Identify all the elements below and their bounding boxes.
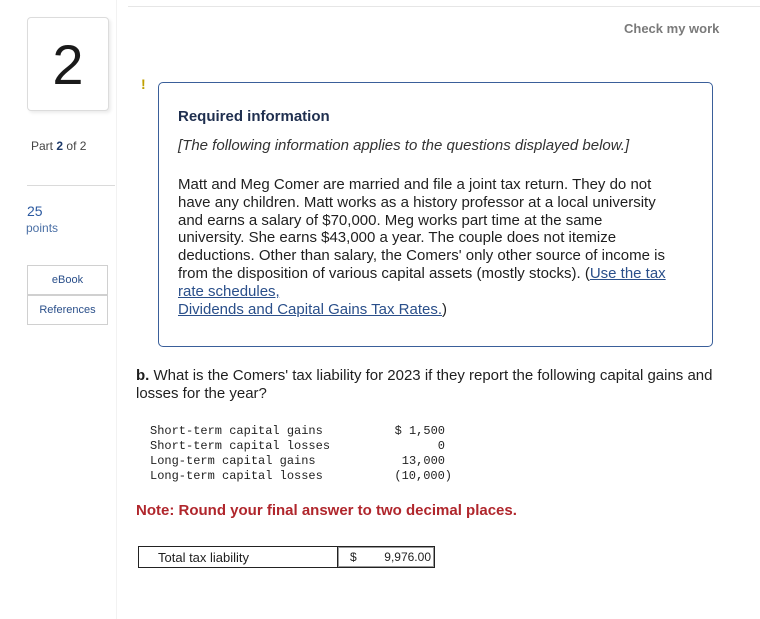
table-row xyxy=(150,424,450,439)
required-information-title: Required information xyxy=(178,108,330,125)
row-value: (10,000) xyxy=(394,469,452,483)
rounding-note: Note: Round your final answer to two decimal places. xyxy=(136,502,517,519)
total-tax-liability-label: Total tax liability xyxy=(138,546,337,568)
part-prefix: Part xyxy=(31,139,54,153)
required-information-subtitle: [The following information applies to the questions displayed below.] xyxy=(178,137,630,154)
required-information-body xyxy=(178,176,666,318)
row-value: $ 1,500 xyxy=(394,424,445,438)
question-label: b. xyxy=(136,367,150,384)
question-number: 2 xyxy=(52,32,84,96)
warning-icon: ! xyxy=(141,76,146,92)
row-label: Short-term capital gains xyxy=(150,424,323,438)
sidebar-separator xyxy=(27,185,115,186)
answer-row xyxy=(138,546,435,570)
row-value: 13,000 xyxy=(401,454,445,468)
info-body-end: ) xyxy=(442,300,448,318)
row-value: 0 xyxy=(437,439,445,453)
tax-rate-schedules-link[interactable]: Use the tax rate schedules, xyxy=(178,264,666,300)
question-number-card xyxy=(27,17,109,111)
part-suffix: of 2 xyxy=(66,139,87,153)
total-tax-liability-input[interactable] xyxy=(337,546,435,568)
row-label: Long-term capital gains xyxy=(150,454,316,468)
question-text: What is the Comers' tax liability for 2023 if they report the following capital gains and losses for the year? xyxy=(136,367,713,402)
part-current: 2 xyxy=(56,139,64,153)
row-label: Short-term capital losses xyxy=(150,439,331,453)
references-button[interactable]: References xyxy=(27,295,108,325)
ebook-button[interactable]: eBook xyxy=(27,265,108,295)
capital-gains-rates-link[interactable]: Dividends and Capital Gains Tax Rates. xyxy=(178,300,443,318)
part-indicator xyxy=(31,139,86,153)
points-value: 25 xyxy=(27,203,43,219)
top-divider xyxy=(128,6,760,7)
table-row xyxy=(150,439,450,454)
answer-value[interactable]: 9,976.00 xyxy=(384,550,431,564)
question-prompt xyxy=(136,367,726,403)
table-row xyxy=(150,454,450,469)
currency-symbol: $ xyxy=(350,550,357,564)
row-label: Long-term capital losses xyxy=(150,469,323,483)
points-label: points xyxy=(26,221,59,235)
table-row xyxy=(150,469,450,484)
capital-gains-table xyxy=(150,424,450,484)
info-body-text: Matt and Meg Comer are married and file a joint tax return. They do not have any children. Matt works as a history professor at a local university and earns a salary of $70,000. Meg works part time at the same university. She earns $43,000 a year. The couple does not itemize deductions. Other than salary, the Comers' only other source of income is from the disposition of various capital assets (mostly stocks). ( xyxy=(178,176,665,282)
sidebar-divider xyxy=(116,0,117,619)
check-my-work-button[interactable]: Check my work xyxy=(624,21,720,36)
